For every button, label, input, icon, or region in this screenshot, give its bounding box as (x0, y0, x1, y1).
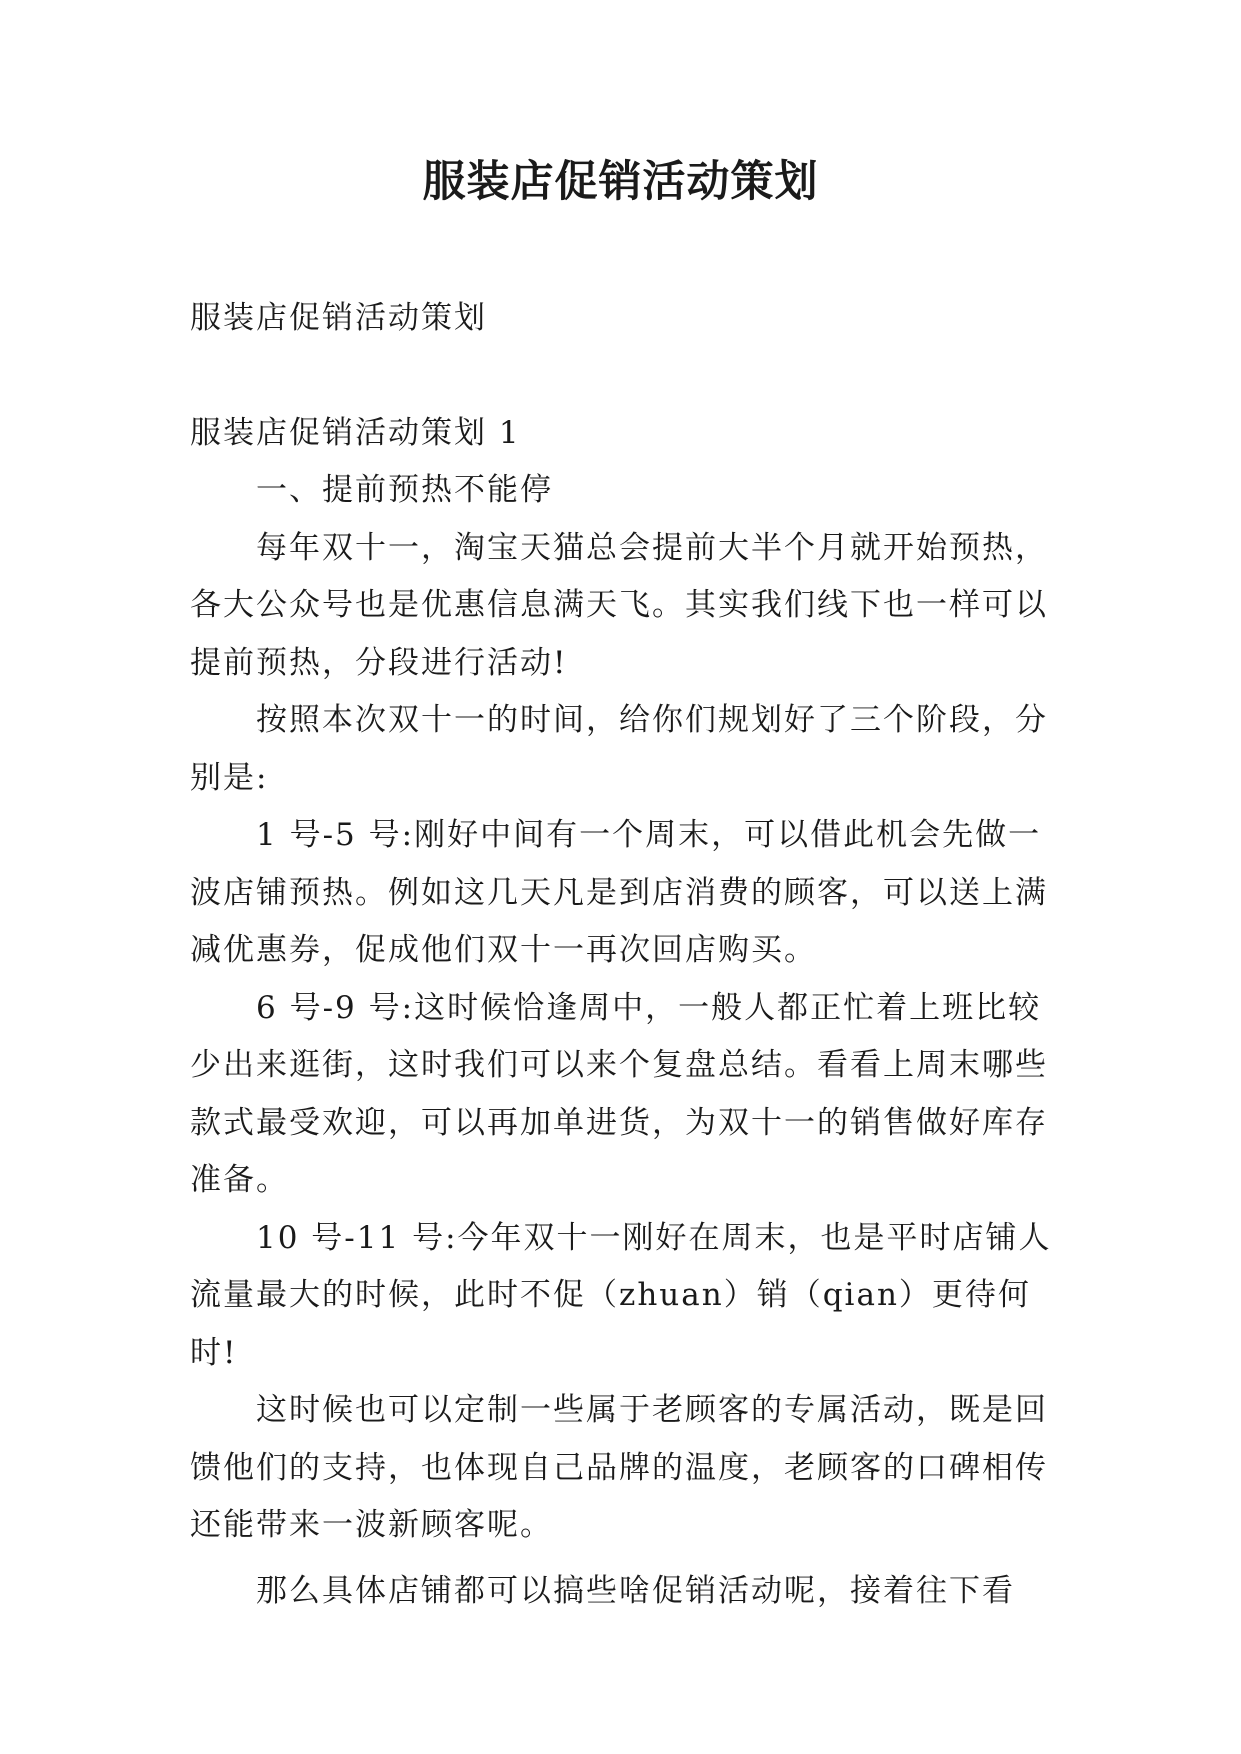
paragraph-loyal-customers: 这时候也可以定制一些属于老顾客的专属活动，既是回馈他们的支持，也体现自己品牌的温度，老顾客的口碑相传还能带来一波新顾客呢。 (190, 1392, 1048, 1543)
paragraph-stage-1: 1 号-5 号:刚好中间有一个周末，可以借此机会先做一波店铺预热。例如这几天凡是到店消费的顾客，可以送上满减优惠券，促成他们双十一再次回店购买。 (190, 817, 1048, 968)
paragraph-three-stages: 按照本次双十一的时间，给你们规划好了三个阶段，分别是: (190, 702, 1048, 796)
section-heading: 服装店促销活动策划 1 (190, 414, 521, 451)
point-heading: 一、提前预热不能停 (256, 472, 553, 508)
document-body (190, 290, 1070, 1620)
paragraph-stage-3: 10 号-11 号:今年双十一刚好在周末，也是平时店铺人流量最大的时候，此时不促（zhuan）销（qian）更待何时! (190, 1219, 1052, 1371)
paragraph-stage-2: 6 号-9 号:这时候恰逢周中，一般人都正忙着上班比较少出来逛街，这时我们可以来个复盘总结。看看上周末哪些款式最受欢迎，可以再加单进货，为双十一的销售做好库存准备。 (190, 989, 1048, 1198)
paragraph-preheat: 每年双十一，淘宝天猫总会提前大半个月就开始预热，各大公众号也是优惠信息满天飞。其实我们线下也一样可以提前预热，分段进行活动! (190, 529, 1048, 681)
paragraph-next: 那么具体店铺都可以搞些啥促销活动呢，接着往下看 (256, 1572, 1015, 1609)
document-subtitle: 服装店促销活动策划 (190, 300, 487, 336)
document-title: 服装店促销活动策划 (422, 157, 819, 207)
